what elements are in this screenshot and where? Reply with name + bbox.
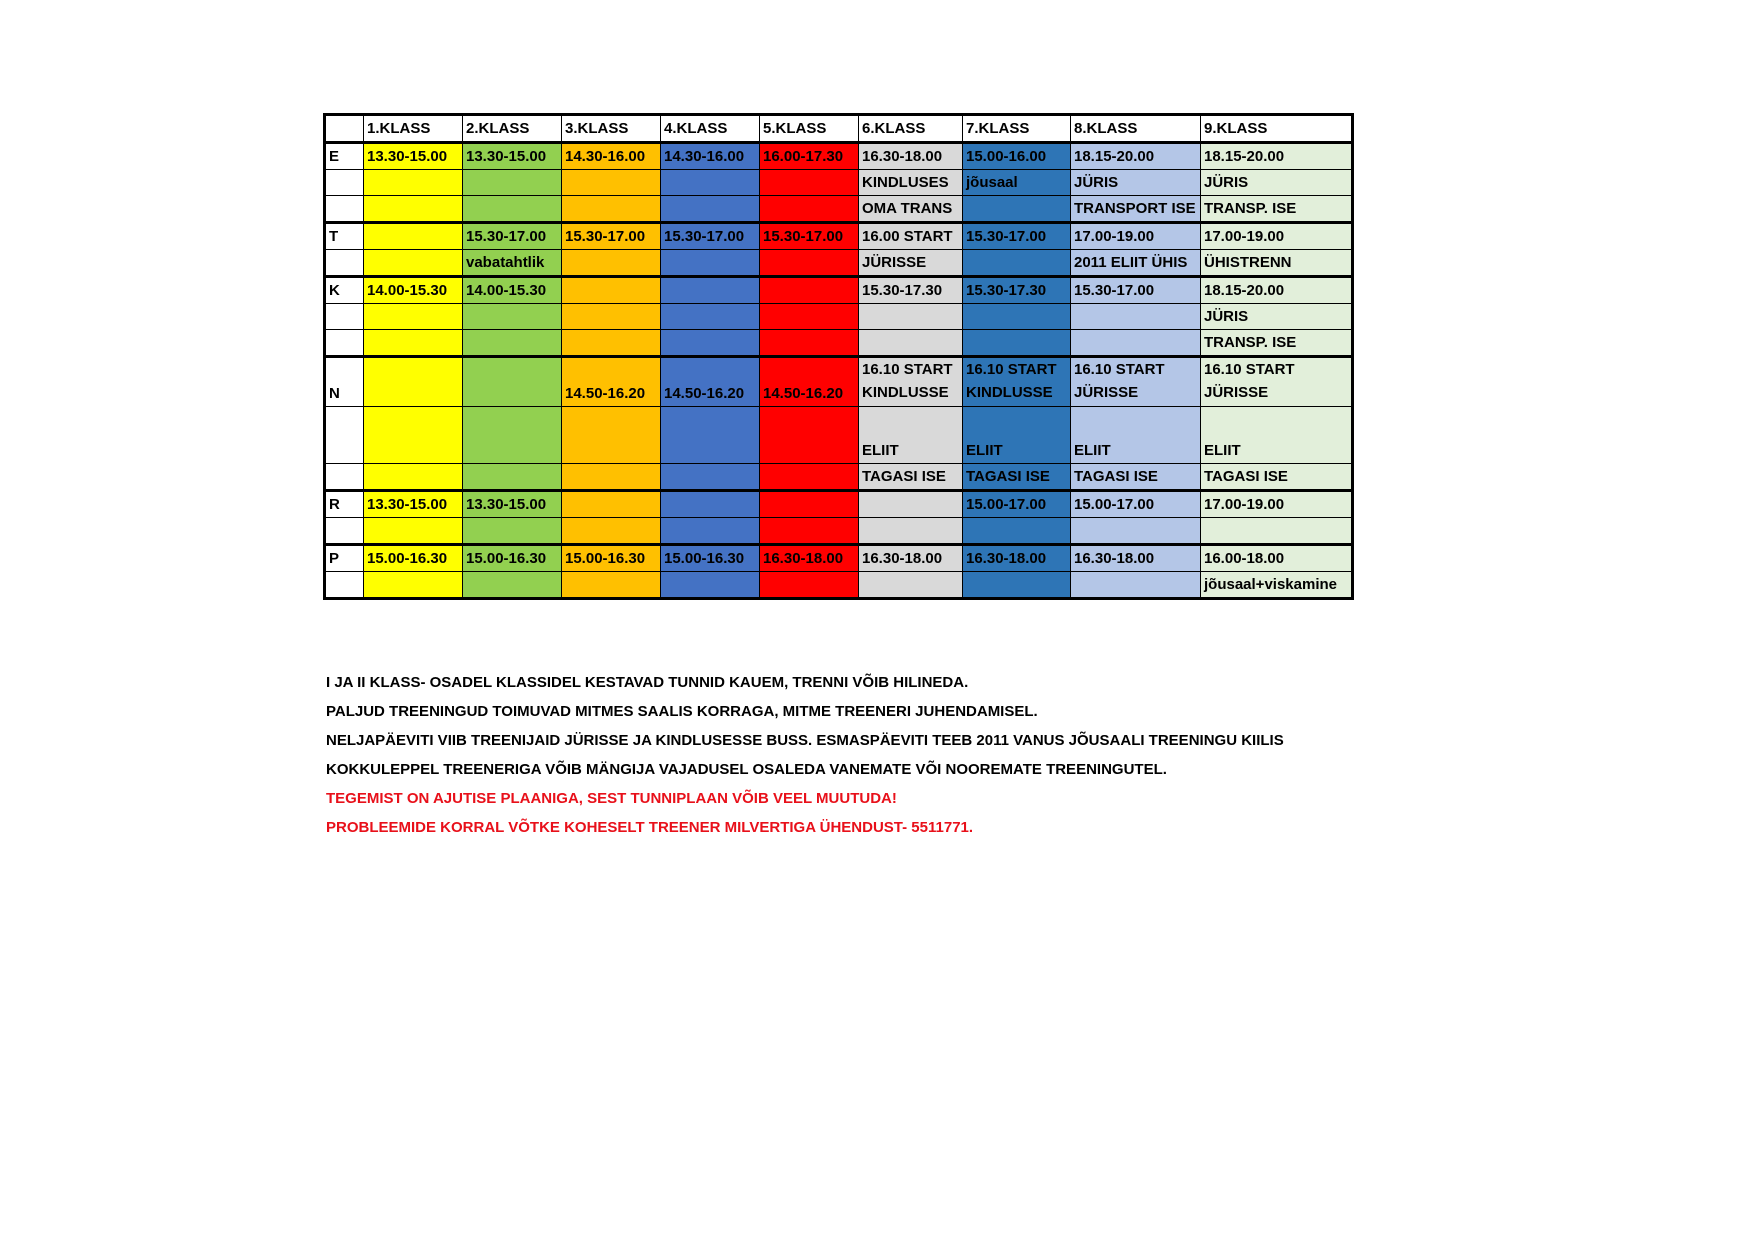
schedule-cell-class-8: TAGASI ISE bbox=[1071, 464, 1201, 491]
schedule-cell-class-7 bbox=[963, 250, 1071, 277]
schedule-cell-class-5 bbox=[760, 464, 859, 491]
schedule-cell-class-1 bbox=[364, 518, 463, 545]
schedule-cell-class-2 bbox=[463, 170, 562, 196]
schedule-cell-class-9 bbox=[1201, 518, 1353, 545]
schedule-cell-class-4 bbox=[661, 250, 760, 277]
schedule-row bbox=[325, 277, 1353, 304]
schedule-cell-class-4 bbox=[661, 196, 760, 223]
schedule-cell-class-8: ELIIT bbox=[1071, 407, 1201, 464]
schedule-cell-class-8: 15.00-17.00 bbox=[1071, 491, 1201, 518]
day-cell bbox=[325, 407, 364, 464]
schedule-cell-class-3 bbox=[562, 407, 661, 464]
schedule-cell-class-2: 13.30-15.00 bbox=[463, 491, 562, 518]
schedule-cell-class-5: 14.50-16.20 bbox=[760, 357, 859, 407]
schedule-cell-class-6: 15.30-17.30 bbox=[859, 277, 963, 304]
day-cell bbox=[325, 250, 364, 277]
day-cell bbox=[325, 330, 364, 357]
schedule-cell-class-8 bbox=[1071, 330, 1201, 357]
schedule-cell-class-4: 15.00-16.30 bbox=[661, 545, 760, 572]
schedule-row bbox=[325, 223, 1353, 250]
schedule-cell-class-6: ELIIT bbox=[859, 407, 963, 464]
schedule-cell-class-9: 17.00-19.00 bbox=[1201, 223, 1353, 250]
schedule-cell-class-1 bbox=[364, 170, 463, 196]
schedule-cell-class-9: ELIIT bbox=[1201, 407, 1353, 464]
note-line: PROBLEEMIDE KORRAL VÕTKE KOHESELT TREENER MILVERTIGA ÜHENDUST- 5511771. bbox=[326, 819, 974, 836]
schedule-cell-class-1 bbox=[364, 464, 463, 491]
schedule-cell-class-6: 16.00 START bbox=[859, 223, 963, 250]
schedule-cell-class-3 bbox=[562, 572, 661, 599]
schedule-cell-class-5 bbox=[760, 250, 859, 277]
day-cell: P bbox=[325, 545, 364, 572]
schedule-cell-class-7: 15.00-17.00 bbox=[963, 491, 1071, 518]
schedule-cell-class-3 bbox=[562, 330, 661, 357]
schedule-cell-class-9: TAGASI ISE bbox=[1201, 464, 1353, 491]
schedule-cell-class-3 bbox=[562, 196, 661, 223]
schedule-cell-class-4 bbox=[661, 407, 760, 464]
schedule-cell-class-6 bbox=[859, 518, 963, 545]
day-cell bbox=[325, 518, 364, 545]
schedule-row bbox=[325, 572, 1353, 599]
day-cell bbox=[325, 196, 364, 223]
schedule-cell-class-3 bbox=[562, 277, 661, 304]
schedule-cell-class-3 bbox=[562, 170, 661, 196]
schedule-cell-class-7 bbox=[963, 196, 1071, 223]
schedule-cell-class-3: 15.30-17.00 bbox=[562, 223, 661, 250]
schedule-row bbox=[325, 545, 1353, 572]
schedule-cell-class-5 bbox=[760, 196, 859, 223]
schedule-cell-class-5 bbox=[760, 518, 859, 545]
schedule-cell-class-3: 14.30-16.00 bbox=[562, 143, 661, 170]
schedule-cell-class-5 bbox=[760, 170, 859, 196]
schedule-cell-class-4 bbox=[661, 170, 760, 196]
schedule-cell-class-4 bbox=[661, 518, 760, 545]
schedule-cell-class-7 bbox=[963, 304, 1071, 330]
schedule-cell-class-7: 15.00-16.00 bbox=[963, 143, 1071, 170]
schedule-cell-class-5 bbox=[760, 572, 859, 599]
schedule-cell-class-2: 15.00-16.30 bbox=[463, 545, 562, 572]
schedule-cell-class-6: 16.30-18.00 bbox=[859, 143, 963, 170]
schedule-cell-class-8 bbox=[1071, 518, 1201, 545]
schedule-cell-class-9: JÜRIS bbox=[1201, 170, 1353, 196]
schedule-cell-class-1 bbox=[364, 250, 463, 277]
schedule-cell-class-6 bbox=[859, 357, 963, 407]
schedule-cell-class-9: jõusaal+viskamine bbox=[1201, 572, 1353, 599]
training-schedule-table bbox=[323, 113, 1354, 600]
schedule-cell-class-7: 15.30-17.00 bbox=[963, 223, 1071, 250]
schedule-cell-class-8: 18.15-20.00 bbox=[1071, 143, 1201, 170]
schedule-row bbox=[325, 330, 1353, 357]
schedule-cell-class-1 bbox=[364, 304, 463, 330]
schedule-cell-class-7 bbox=[963, 357, 1071, 407]
day-cell bbox=[325, 464, 364, 491]
cell-line-place: JÜRISSE bbox=[1204, 384, 1269, 401]
day-cell bbox=[325, 304, 364, 330]
schedule-cell-class-2 bbox=[463, 518, 562, 545]
schedule-cell-class-2: 13.30-15.00 bbox=[463, 143, 562, 170]
schedule-row bbox=[325, 170, 1353, 196]
schedule-cell-class-6: TAGASI ISE bbox=[859, 464, 963, 491]
schedule-row bbox=[325, 250, 1353, 277]
schedule-cell-class-7 bbox=[963, 572, 1071, 599]
note-line: KOKKULEPPEL TREENERIGA VÕIB MÄNGIJA VAJADUSEL OSALEDA VANEMATE VÕI NOOREMATE TREENINGUTEL. bbox=[326, 761, 1167, 778]
schedule-cell-class-3: 14.50-16.20 bbox=[562, 357, 661, 407]
schedule-cell-class-1 bbox=[364, 330, 463, 357]
schedule-cell-class-6 bbox=[859, 304, 963, 330]
schedule-cell-class-9: 18.15-20.00 bbox=[1201, 143, 1353, 170]
schedule-cell-class-2 bbox=[463, 464, 562, 491]
schedule-cell-class-9: TRANSP. ISE bbox=[1201, 196, 1353, 223]
schedule-cell-class-6: 16.30-18.00 bbox=[859, 545, 963, 572]
cell-line-time: 16.10 START bbox=[1204, 361, 1295, 378]
schedule-cell-class-9 bbox=[1201, 357, 1353, 407]
header-cell-class-4: 4.KLASS bbox=[661, 115, 760, 143]
schedule-cell-class-2 bbox=[463, 330, 562, 357]
cell-line-place: KINDLUSSE bbox=[966, 384, 1053, 401]
schedule-cell-class-9: ÜHISTRENN bbox=[1201, 250, 1353, 277]
cell-line-place: JÜRISSE bbox=[1074, 384, 1139, 401]
schedule-row bbox=[325, 357, 1353, 407]
schedule-cell-class-7: jõusaal bbox=[963, 170, 1071, 196]
schedule-cell-class-7: 16.30-18.00 bbox=[963, 545, 1071, 572]
schedule-cell-class-1 bbox=[364, 407, 463, 464]
schedule-cell-class-7: 15.30-17.30 bbox=[963, 277, 1071, 304]
header-cell-class-6: 6.KLASS bbox=[859, 115, 963, 143]
header-cell-class-1: 1.KLASS bbox=[364, 115, 463, 143]
schedule-cell-class-6: JÜRISSE bbox=[859, 250, 963, 277]
schedule-cell-class-3 bbox=[562, 250, 661, 277]
schedule-body bbox=[325, 115, 1353, 599]
header-cell-class-5: 5.KLASS bbox=[760, 115, 859, 143]
schedule-cell-class-8 bbox=[1071, 357, 1201, 407]
schedule-cell-class-8: 17.00-19.00 bbox=[1071, 223, 1201, 250]
schedule-cell-class-1: 13.30-15.00 bbox=[364, 491, 463, 518]
schedule-cell-class-8: 15.30-17.00 bbox=[1071, 277, 1201, 304]
schedule-cell-class-7 bbox=[963, 330, 1071, 357]
schedule-cell-class-4 bbox=[661, 330, 760, 357]
schedule-cell-class-9: 18.15-20.00 bbox=[1201, 277, 1353, 304]
day-cell bbox=[325, 170, 364, 196]
schedule-cell-class-5: 15.30-17.00 bbox=[760, 223, 859, 250]
day-cell: E bbox=[325, 143, 364, 170]
schedule-cell-class-2 bbox=[463, 304, 562, 330]
schedule-cell-class-6 bbox=[859, 572, 963, 599]
schedule-cell-class-6: KINDLUSES bbox=[859, 170, 963, 196]
schedule-cell-class-1 bbox=[364, 357, 463, 407]
schedule-cell-class-9: 17.00-19.00 bbox=[1201, 491, 1353, 518]
schedule-cell-class-4: 14.30-16.00 bbox=[661, 143, 760, 170]
schedule-row bbox=[325, 196, 1353, 223]
note-line: NELJAPÄEVITI VIIB TREENIJAID JÜRISSE JA KINDLUSESSE BUSS. ESMASPÄEVITI TEEB 2011 VANUS JÕUSAALI TREENINGU KIILIS bbox=[326, 732, 1284, 749]
schedule-row bbox=[325, 407, 1353, 464]
cell-line-time: 16.10 START bbox=[966, 361, 1057, 378]
schedule-row bbox=[325, 518, 1353, 545]
schedule-cell-class-7 bbox=[963, 518, 1071, 545]
schedule-cell-class-5: 16.00-17.30 bbox=[760, 143, 859, 170]
schedule-cell-class-9: JÜRIS bbox=[1201, 304, 1353, 330]
schedule-cell-class-8 bbox=[1071, 304, 1201, 330]
schedule-cell-class-7: TAGASI ISE bbox=[963, 464, 1071, 491]
schedule-cell-class-4: 15.30-17.00 bbox=[661, 223, 760, 250]
day-cell: K bbox=[325, 277, 364, 304]
cell-line-time: 16.10 START bbox=[1074, 361, 1165, 378]
schedule-cell-class-4 bbox=[661, 491, 760, 518]
schedule-cell-class-2: 15.30-17.00 bbox=[463, 223, 562, 250]
schedule-row bbox=[325, 491, 1353, 518]
schedule-cell-class-5 bbox=[760, 491, 859, 518]
notes-list bbox=[326, 668, 1284, 842]
schedule-cell-class-6: OMA TRANS bbox=[859, 196, 963, 223]
schedule-cell-class-2: 14.00-15.30 bbox=[463, 277, 562, 304]
schedule-cell-class-1 bbox=[364, 196, 463, 223]
header-cell-class-7: 7.KLASS bbox=[963, 115, 1071, 143]
day-cell bbox=[325, 572, 364, 599]
schedule-cell-class-2 bbox=[463, 357, 562, 407]
schedule-cell-class-5 bbox=[760, 304, 859, 330]
note-line: I JA II KLASS- OSADEL KLASSIDEL KESTAVAD TUNNID KAUEM, TRENNI VÕIB HILINEDA. bbox=[326, 674, 969, 691]
schedule-cell-class-3 bbox=[562, 518, 661, 545]
schedule-cell-class-4 bbox=[661, 572, 760, 599]
schedule-row bbox=[325, 464, 1353, 491]
schedule-row bbox=[325, 304, 1353, 330]
schedule-cell-class-5 bbox=[760, 407, 859, 464]
schedule-cell-class-8: JÜRIS bbox=[1071, 170, 1201, 196]
schedule-cell-class-2 bbox=[463, 572, 562, 599]
schedule-cell-class-9: 16.00-18.00 bbox=[1201, 545, 1353, 572]
schedule-cell-class-8: 16.30-18.00 bbox=[1071, 545, 1201, 572]
schedule-cell-class-4: 14.50-16.20 bbox=[661, 357, 760, 407]
header-cell-class-8: 8.KLASS bbox=[1071, 115, 1201, 143]
schedule-cell-class-9: TRANSP. ISE bbox=[1201, 330, 1353, 357]
schedule-cell-class-1: 15.00-16.30 bbox=[364, 545, 463, 572]
schedule-cell-class-1: 13.30-15.00 bbox=[364, 143, 463, 170]
schedule-cell-class-4 bbox=[661, 464, 760, 491]
schedule-cell-class-1: 14.00-15.30 bbox=[364, 277, 463, 304]
schedule-cell-class-8: TRANSPORT ISE bbox=[1071, 196, 1201, 223]
schedule-cell-class-6 bbox=[859, 330, 963, 357]
header-row bbox=[325, 115, 1353, 143]
schedule-cell-class-1 bbox=[364, 223, 463, 250]
cell-line-place: KINDLUSSE bbox=[862, 384, 949, 401]
schedule-cell-class-3: 15.00-16.30 bbox=[562, 545, 661, 572]
schedule-cell-class-3 bbox=[562, 464, 661, 491]
schedule-row bbox=[325, 143, 1353, 170]
schedule-cell-class-5 bbox=[760, 330, 859, 357]
header-cell-class-3: 3.KLASS bbox=[562, 115, 661, 143]
day-cell: N bbox=[325, 357, 364, 407]
schedule-cell-class-8: 2011 ELIIT ÜHIS bbox=[1071, 250, 1201, 277]
schedule-cell-class-3 bbox=[562, 491, 661, 518]
schedule-cell-class-3 bbox=[562, 304, 661, 330]
schedule-cell-class-2: vabatahtlik bbox=[463, 250, 562, 277]
note-line: PALJUD TREENINGUD TOIMUVAD MITMES SAALIS KORRAGA, MITME TREENERI JUHENDAMISEL. bbox=[326, 703, 1038, 720]
day-cell: T bbox=[325, 223, 364, 250]
cell-line-time: 16.10 START bbox=[862, 361, 953, 378]
header-cell-class-2: 2.KLASS bbox=[463, 115, 562, 143]
schedule-cell-class-2 bbox=[463, 407, 562, 464]
header-cell-class-9: 9.KLASS bbox=[1201, 115, 1353, 143]
schedule-cell-class-5 bbox=[760, 277, 859, 304]
day-cell: R bbox=[325, 491, 364, 518]
schedule-cell-class-6 bbox=[859, 491, 963, 518]
schedule-cell-class-8 bbox=[1071, 572, 1201, 599]
note-line: TEGEMIST ON AJUTISE PLAANIGA, SEST TUNNIPLAAN VÕIB VEEL MUUTUDA! bbox=[326, 790, 897, 807]
schedule-cell-class-2 bbox=[463, 196, 562, 223]
schedule-cell-class-1 bbox=[364, 572, 463, 599]
schedule-cell-class-4 bbox=[661, 304, 760, 330]
schedule-cell-class-7: ELIIT bbox=[963, 407, 1071, 464]
header-cell-corner bbox=[325, 115, 364, 143]
schedule-cell-class-5: 16.30-18.00 bbox=[760, 545, 859, 572]
schedule-cell-class-4 bbox=[661, 277, 760, 304]
